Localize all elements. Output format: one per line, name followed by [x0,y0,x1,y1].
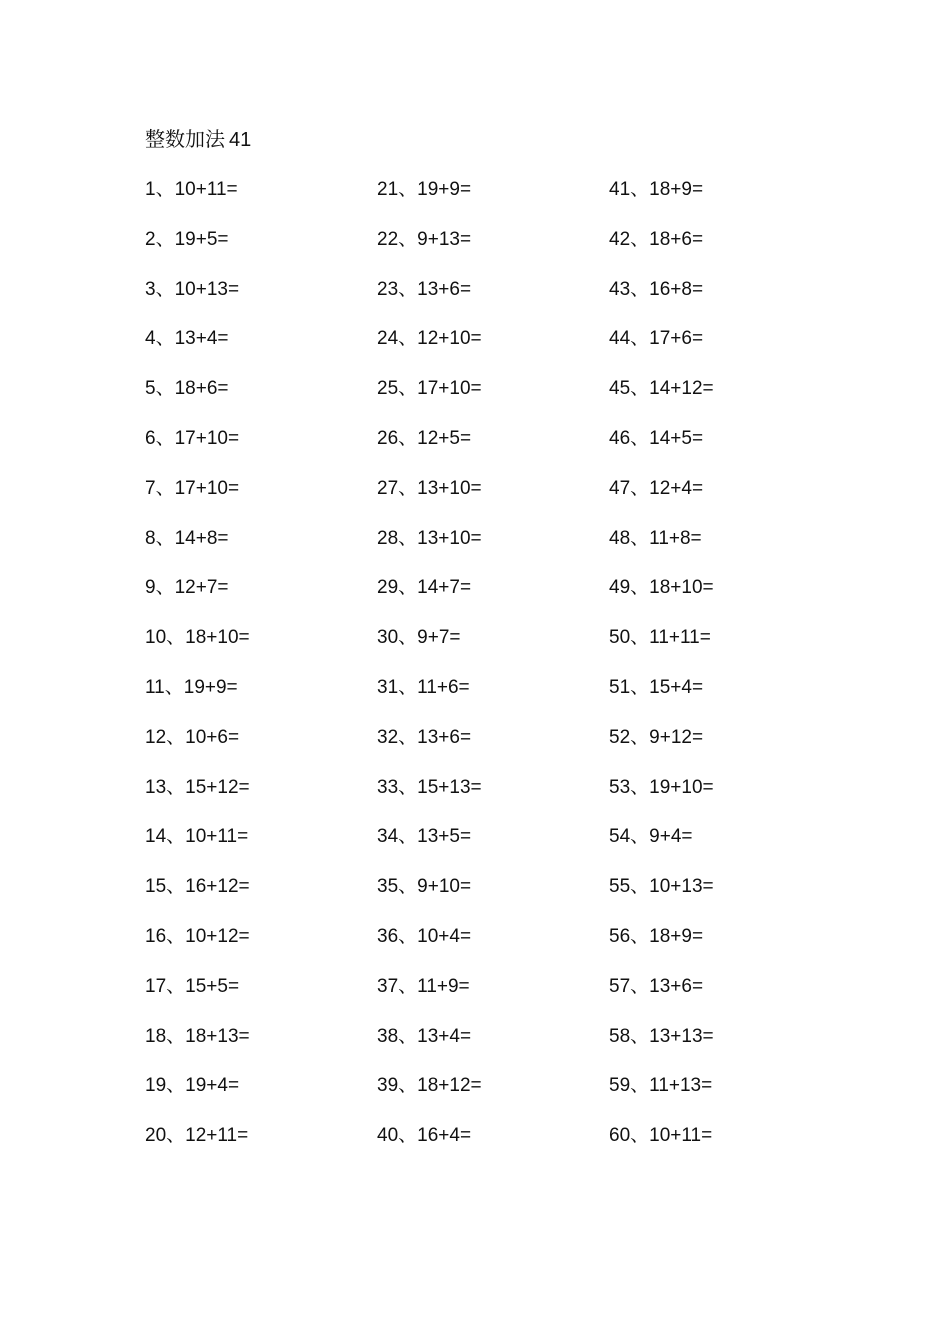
problem-item [609,674,839,724]
problem-item [377,1122,607,1172]
problem-number: 16 [145,925,167,947]
problem-expression: 9+4= [649,826,693,848]
problem-number: 24 [377,328,399,350]
problem-number: 14 [145,826,167,848]
problem-separator: 、 [398,278,418,300]
problem-item [609,375,839,425]
problem-number: 31 [377,676,399,698]
problem-item [377,375,607,425]
problem-expression: 14+8= [174,527,229,549]
problem-expression: 12+4= [649,477,704,499]
problem-separator: 、 [155,228,175,250]
problem-number: 34 [377,826,399,848]
title-text: 整数加法 [145,129,225,151]
problem-number: 54 [609,826,631,848]
problem-number: 48 [609,527,631,549]
problem-expression: 14+7= [417,577,472,599]
problem-separator: 、 [398,527,418,549]
problem-item [377,1072,607,1122]
problem-number: 22 [377,228,399,250]
problem-expression: 14+5= [649,427,704,449]
problem-expression: 16+12= [185,876,250,898]
problem-item [377,774,607,824]
problem-expression: 14+12= [649,378,714,400]
problem-number: 46 [609,427,631,449]
problem-item [609,176,839,226]
problem-column-2 [377,176,607,1172]
problem-separator: 、 [155,527,175,549]
problem-number: 15 [145,876,167,898]
problem-item [609,923,839,973]
problem-expression: 17+10= [174,427,240,449]
problem-number: 59 [609,1075,631,1097]
problem-expression: 19+5= [174,228,229,250]
problem-separator: 、 [166,1025,186,1047]
problem-number: 11 [145,676,165,698]
problem-separator: 、 [630,826,650,848]
problem-item [145,425,375,475]
problem-expression: 13+10= [417,527,482,549]
problem-number: 52 [609,726,631,748]
problem-separator: 、 [398,179,418,200]
problem-item [377,525,607,575]
problem-item [609,823,839,873]
problem-number: 40 [377,1125,399,1147]
problem-separator: 、 [155,577,175,599]
problem-separator: 、 [630,527,650,549]
problem-separator: 、 [398,1075,418,1097]
problem-number: 1 [145,179,156,200]
problem-item [377,574,607,624]
problem-expression: 16+8= [649,278,704,300]
problem-separator: 、 [630,1025,650,1047]
problem-number: 30 [377,627,399,649]
problem-separator: 、 [630,776,650,798]
problem-expression: 19+10= [649,776,714,798]
problem-item [609,624,839,674]
problem-expression: 19+4= [185,1075,240,1097]
problem-expression: 11+11= [649,627,711,649]
problem-expression: 13+4= [417,1025,472,1047]
problem-number: 9 [145,577,156,599]
problem-separator: 、 [155,179,175,200]
problem-separator: 、 [166,776,186,798]
problem-expression: 12+5= [417,427,472,449]
problem-separator: 、 [398,228,418,250]
problem-expression: 17+10= [417,378,482,400]
problem-separator: 、 [398,577,418,599]
problem-number: 18 [145,1025,167,1047]
problem-expression: 13+6= [417,278,472,300]
problem-item [377,475,607,525]
problem-separator: 、 [155,477,175,499]
problem-expression: 15+12= [185,776,250,798]
title-number: 41 [229,129,252,151]
problem-separator: 、 [630,577,650,599]
problem-separator: 、 [398,427,418,449]
problem-expression: 15+4= [649,676,704,698]
problem-item [377,325,607,375]
problem-number: 58 [609,1025,631,1047]
problem-separator: 、 [630,427,650,449]
problem-item [145,923,375,973]
problem-number: 56 [609,925,631,947]
problem-item [377,276,607,326]
problem-number: 37 [377,975,399,997]
problem-number: 47 [609,477,631,499]
page-title [145,126,251,154]
problem-number: 50 [609,627,631,649]
problem-item [145,674,375,724]
problem-number: 39 [377,1075,399,1097]
problem-expression: 12+7= [174,577,229,599]
problem-separator: 、 [398,975,418,997]
problem-expression: 13+4= [174,328,229,350]
problem-expression: 17+10= [174,477,240,499]
problem-number: 38 [377,1025,399,1047]
problem-item [145,823,375,873]
problem-expression: 10+13= [174,278,240,300]
problem-item [377,1023,607,1073]
problem-item [609,525,839,575]
problem-number: 23 [377,278,399,300]
problem-number: 49 [609,577,631,599]
problem-separator: 、 [398,925,418,947]
problem-item [145,724,375,774]
problem-separator: 、 [398,776,418,798]
problem-expression: 10+11= [185,826,249,848]
problem-expression: 10+6= [185,726,240,748]
problem-item [377,674,607,724]
problem-number: 53 [609,776,631,798]
problem-item [609,1072,839,1122]
problem-number: 21 [377,179,399,200]
problem-number: 41 [609,179,631,200]
problem-column-3 [609,176,839,1172]
problem-separator: 、 [166,975,186,997]
problem-expression: 18+6= [174,378,229,400]
problem-expression: 10+12= [185,925,250,947]
problem-expression: 9+7= [417,627,461,649]
problem-separator: 、 [398,627,418,649]
problem-separator: 、 [630,278,650,300]
problem-separator: 、 [155,328,175,350]
problem-number: 55 [609,876,631,898]
problem-separator: 、 [398,876,418,898]
problem-item [377,425,607,475]
problem-column-1 [145,176,375,1172]
problem-separator: 、 [166,1075,186,1097]
problem-expression: 9+10= [417,876,472,898]
problem-separator: 、 [630,876,650,898]
problem-expression: 11+9= [417,975,470,997]
problem-separator: 、 [166,1125,186,1147]
problem-number: 35 [377,876,399,898]
problem-expression: 19+9= [417,179,472,200]
problem-number: 12 [145,726,167,748]
problem-separator: 、 [166,876,186,898]
problem-item [377,973,607,1023]
problem-item [377,873,607,923]
problem-separator: 、 [155,278,175,300]
problem-number: 27 [377,477,399,499]
problem-expression: 11+8= [649,527,702,549]
problem-number: 43 [609,278,631,300]
problem-separator: 、 [398,328,418,350]
problem-item [145,475,375,525]
problem-expression: 13+13= [649,1025,714,1047]
problem-number: 25 [377,378,399,400]
problem-expression: 18+9= [649,179,704,200]
problem-expression: 13+10= [417,477,482,499]
problem-separator: 、 [155,427,175,449]
problem-separator: 、 [630,477,650,499]
problem-item [145,1122,375,1172]
problem-separator: 、 [398,726,418,748]
problem-number: 51 [609,676,631,698]
problem-number: 44 [609,328,631,350]
problem-number: 8 [145,527,156,549]
problem-item [609,276,839,326]
problem-expression: 19+9= [183,676,238,698]
problem-separator: 、 [630,975,650,997]
problem-item [377,923,607,973]
problem-expression: 18+10= [649,577,714,599]
problem-separator: 、 [630,328,650,350]
problem-item [145,1072,375,1122]
problem-expression: 10+4= [417,925,472,947]
problem-item [145,375,375,425]
problem-separator: 、 [398,378,418,400]
problem-number: 42 [609,228,631,250]
problem-number: 29 [377,577,399,599]
problem-expression: 18+12= [417,1075,482,1097]
problem-separator: 、 [630,627,650,649]
problem-item [377,226,607,276]
problem-expression: 11+6= [417,676,470,698]
problem-expression: 11+13= [649,1075,713,1097]
problem-number: 28 [377,527,399,549]
problem-expression: 10+11= [649,1125,713,1147]
problem-item [609,325,839,375]
problem-number: 60 [609,1125,631,1147]
problem-number: 13 [145,776,167,798]
problem-item [609,1122,839,1172]
problem-number: 3 [145,278,156,300]
problem-item [377,724,607,774]
problem-item [609,574,839,624]
problem-expression: 13+6= [417,726,472,748]
problem-separator: 、 [630,179,650,200]
problem-number: 33 [377,776,399,798]
problem-expression: 13+5= [417,826,472,848]
problem-expression: 17+6= [649,328,704,350]
problem-item [377,823,607,873]
problem-item [377,624,607,674]
problem-number: 32 [377,726,399,748]
problem-number: 6 [145,427,156,449]
problem-number: 17 [145,975,167,997]
problem-number: 20 [145,1125,167,1147]
problem-item [145,1023,375,1073]
problem-separator: 、 [398,477,418,499]
problem-expression: 13+6= [649,975,704,997]
problem-expression: 16+4= [417,1125,472,1147]
problem-separator: 、 [630,726,650,748]
problem-item [609,774,839,824]
problem-expression: 9+12= [649,726,704,748]
problem-separator: 、 [398,676,418,698]
problem-number: 45 [609,378,631,400]
problem-item [609,226,839,276]
problem-expression: 9+13= [417,228,472,250]
problem-item [145,873,375,923]
problem-separator: 、 [630,925,650,947]
problem-item [609,475,839,525]
problem-item [145,973,375,1023]
problem-separator: 、 [630,228,650,250]
problem-separator: 、 [166,627,186,649]
problem-separator: 、 [630,378,650,400]
problem-number: 19 [145,1075,167,1097]
problem-separator: 、 [630,1125,650,1147]
problem-item [609,425,839,475]
problem-separator: 、 [398,1025,418,1047]
problem-expression: 18+9= [649,925,704,947]
problem-separator: 、 [398,1125,418,1147]
problem-item [145,624,375,674]
problem-item [377,176,607,226]
problem-item [145,276,375,326]
problem-expression: 15+5= [185,975,240,997]
problem-item [609,724,839,774]
problem-number: 26 [377,427,399,449]
problem-separator: 、 [155,378,175,400]
problem-number: 57 [609,975,631,997]
problem-separator: 、 [398,826,418,848]
problem-separator: 、 [166,726,186,748]
problem-item [145,176,375,226]
problem-number: 7 [145,477,156,499]
problem-separator: 、 [164,676,184,698]
problem-expression: 12+10= [417,328,482,350]
problem-expression: 18+13= [185,1025,250,1047]
problem-expression: 10+13= [649,876,714,898]
problem-separator: 、 [166,925,186,947]
problem-number: 10 [145,627,167,649]
problem-item [145,774,375,824]
problem-item [145,525,375,575]
problem-separator: 、 [630,1075,650,1097]
problem-expression: 12+11= [185,1125,249,1147]
problem-item [145,226,375,276]
problem-item [609,973,839,1023]
problem-separator: 、 [630,676,650,698]
problem-number: 2 [145,228,156,250]
problem-item [145,574,375,624]
problem-expression: 18+6= [649,228,704,250]
problem-separator: 、 [166,826,186,848]
problem-number: 5 [145,378,156,400]
problem-item [145,325,375,375]
problem-number: 36 [377,925,399,947]
problem-expression: 15+13= [417,776,482,798]
problem-expression: 10+11= [174,179,238,200]
problem-expression: 18+10= [185,627,250,649]
problem-number: 4 [145,328,156,350]
problem-item [609,1023,839,1073]
problem-item [609,873,839,923]
